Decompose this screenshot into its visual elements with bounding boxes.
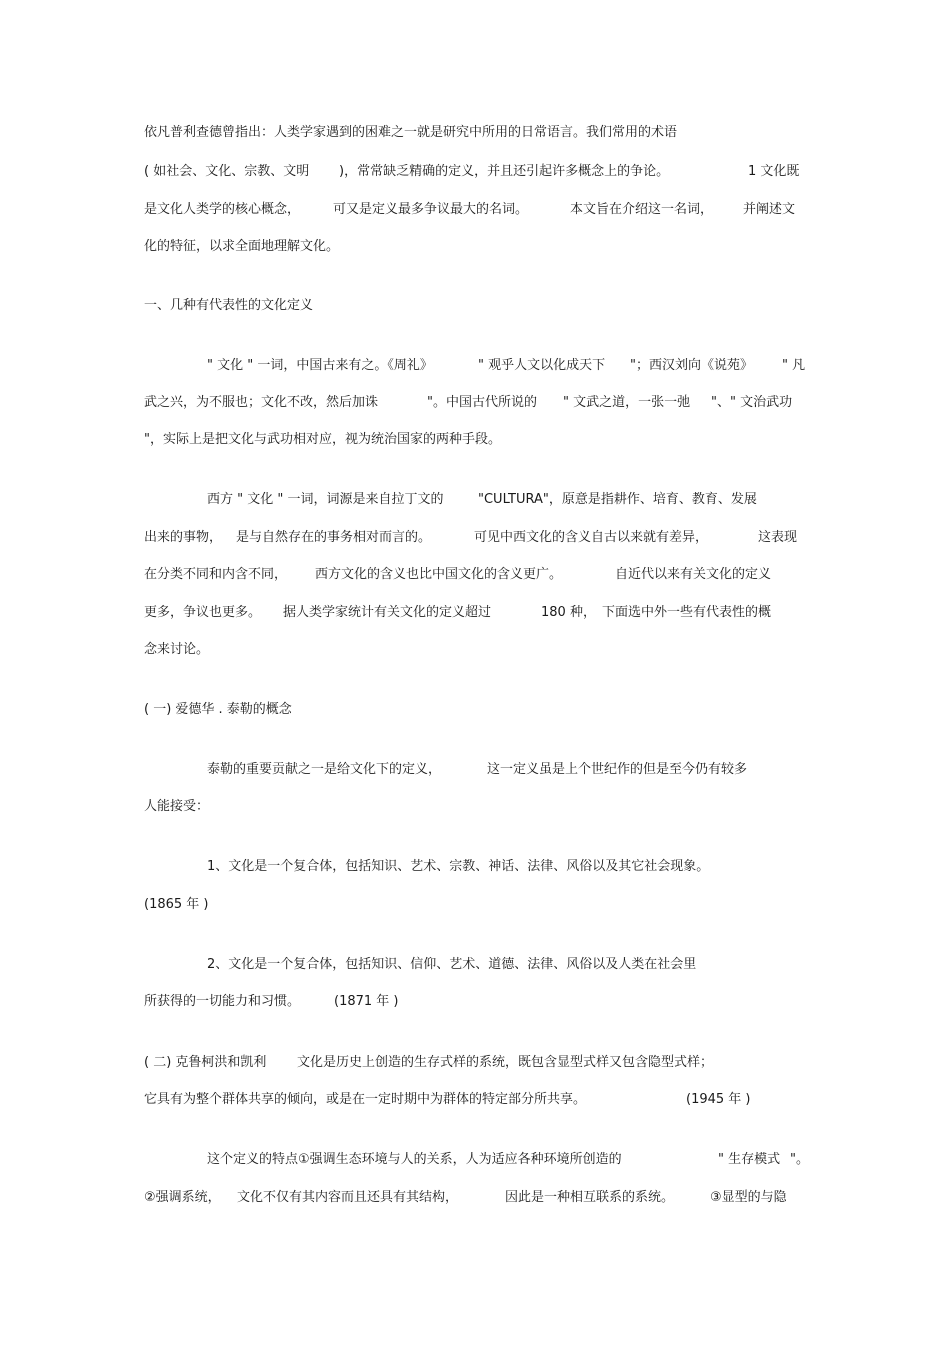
text-segment: 西方文化的含义也比中国文化的含义更广。 (315, 567, 563, 582)
text-segment: "、" 文治武功 (711, 395, 793, 410)
text-segment: ( 二) 克鲁柯洪和凯利 (144, 1055, 267, 1070)
text-segment: ③显型的与隐 (710, 1190, 787, 1205)
text-segment: 180 种， (541, 605, 596, 620)
text-segment: 泰勒的重要贡献之一是给文化下的定义， (207, 762, 442, 777)
text-segment: (1945 年 ) (686, 1092, 751, 1107)
text-segment: " 观乎人文以化成天下 (478, 358, 606, 373)
text-segment: 在分类不同和内含不同， (144, 567, 288, 582)
text-segment: 是文化人类学的核心概念， (144, 202, 301, 217)
text-line (0, 1188, 950, 1208)
text-segment: 一、几种有代表性的文化定义 (144, 298, 314, 313)
text-segment: 人能接受： (144, 799, 210, 814)
text-segment: (1865 年 ) (144, 897, 209, 912)
text-segment: 西方 " 文化 " 一词，词源是来自拉丁文的 (207, 492, 444, 507)
text-line (0, 296, 950, 316)
text-segment: "。中国古代所说的 (427, 395, 537, 410)
text-line (0, 992, 950, 1012)
text-segment: "，实际上是把文化与武功相对应，视为统治国家的两种手段。 (144, 432, 501, 447)
text-segment: 可见中西文化的含义自古以来就有差异， (474, 530, 709, 545)
text-segment: 文化是历史上创造的生存式样的系统，既包含显型式样又包含隐型式样； (297, 1055, 714, 1070)
text-segment: ②强调系统， (144, 1190, 221, 1205)
text-line (0, 528, 950, 548)
text-segment: 1 文化既 (748, 164, 800, 179)
text-line (0, 857, 950, 877)
text-segment: 这个定义的特点①强调生态环境与人的关系，人为适应各种环境所创造的 (207, 1152, 622, 1167)
text-line (0, 565, 950, 585)
text-segment: 文化不仅有其内容而且还具有其结构， (237, 1190, 459, 1205)
text-segment: 是与自然存在的事务相对而言的。 (236, 530, 432, 545)
text-segment: 自近代以来有关文化的定义 (615, 567, 772, 582)
text-segment: )，常常缺乏精确的定义，并且还引起许多概念上的争论。 (339, 164, 670, 179)
text-segment: " 凡 (782, 358, 806, 373)
text-segment: 出来的事物， (144, 530, 223, 545)
text-segment: 下面选中外一些有代表性的概 (602, 605, 772, 620)
text-line (0, 430, 950, 450)
text-segment: 可又是定义最多争议最大的名词。 (333, 202, 529, 217)
text-segment: 所获得的一切能力和习惯。 (144, 994, 301, 1009)
text-line (0, 895, 950, 915)
text-line (0, 237, 950, 257)
text-line (0, 700, 950, 720)
text-line (0, 603, 950, 623)
text-segment: 念来讨论。 (144, 642, 210, 657)
text-segment: 更多，争议也更多。 (144, 605, 262, 620)
text-line (0, 123, 950, 143)
text-segment: "CULTURA"，原意是指耕作、培育、教育、发展 (478, 492, 757, 507)
text-line (0, 490, 950, 510)
text-segment: 这表现 (758, 530, 798, 545)
text-line (0, 760, 950, 780)
text-segment: " 生存模式 (718, 1152, 781, 1167)
text-segment: 因此是一种相互联系的系统。 (505, 1190, 675, 1205)
text-segment: ( 如社会、文化、宗教、文明 (144, 164, 310, 179)
text-segment: 据人类学家统计有关文化的定义超过 (283, 605, 492, 620)
text-segment: 这一定义虽是上个世纪作的但是至今仍有较多 (487, 762, 748, 777)
text-line (0, 640, 950, 660)
text-segment: ( 一) 爱德华 . 泰勒的概念 (144, 702, 292, 717)
text-segment: 化的特征，以求全面地理解文化。 (144, 239, 340, 254)
text-segment: 它具有为整个群体共享的倾向，或是在一定时期中为群体的特定部分所共享。 (144, 1092, 587, 1107)
text-segment: 武之兴，为不服也；文化不改，然后加诛 (144, 395, 379, 410)
text-segment: 并阐述文 (743, 202, 796, 217)
text-segment: 1、文化是一个复合体，包括知识、艺术、宗教、神话、法律、风俗以及其它社会现象。 (207, 859, 710, 874)
text-line (0, 162, 950, 182)
text-segment: "。 (790, 1152, 809, 1167)
text-line (0, 797, 950, 817)
text-line (0, 393, 950, 413)
text-segment: 2、文化是一个复合体，包括知识、信仰、艺术、道德、法律、风俗以及人类在社会里 (207, 957, 697, 972)
text-segment: " 文武之道，一张一弛 (563, 395, 691, 410)
text-segment: 本文旨在介绍这一名词， (570, 202, 714, 217)
text-segment: " 文化 " 一词，中国古来有之。《周礼》 (207, 358, 433, 373)
text-line (0, 1150, 950, 1170)
text-line (0, 1053, 950, 1073)
text-line (0, 1090, 950, 1110)
text-segment: (1871 年 ) (334, 994, 399, 1009)
text-segment: "；西汉刘向《说苑》 (630, 358, 753, 373)
text-line (0, 200, 950, 220)
text-segment: 依凡普利查德曾指出：人类学家遇到的困难之一就是研究中所用的日常语言。我们常用的术语 (144, 125, 678, 140)
text-line (0, 955, 950, 975)
text-line (0, 356, 950, 376)
